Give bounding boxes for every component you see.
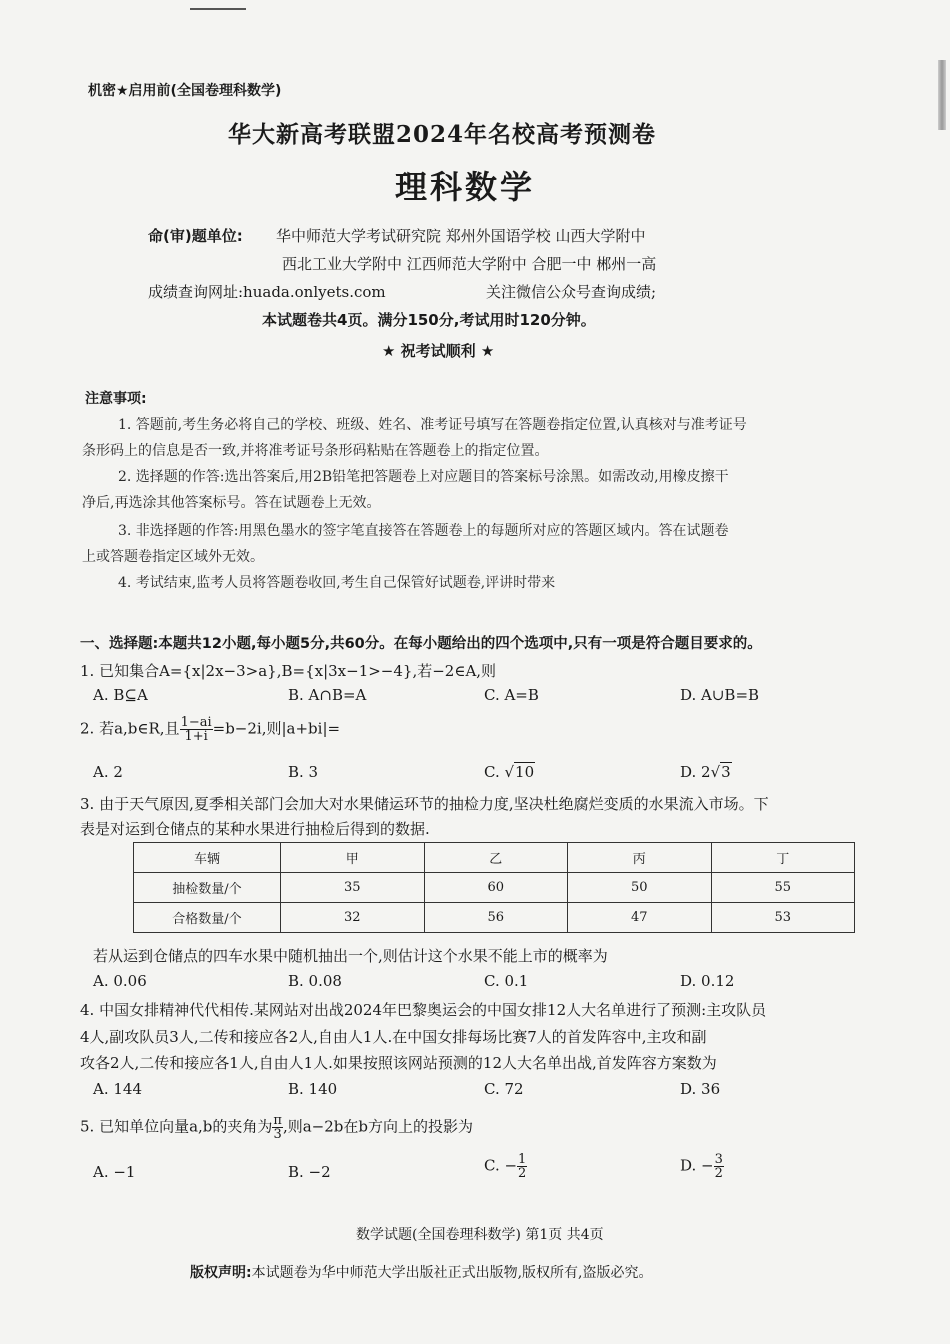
q2-option-c: C. √10 <box>484 763 535 781</box>
q2-fraction-numerator: 1−ai <box>180 715 212 730</box>
secret-line: 机密★启用前(全国卷理科数学) <box>88 83 282 99</box>
table-cell: 55 <box>711 873 855 903</box>
q1-option-b: B. A∩B=A <box>288 686 367 704</box>
q5-stem-suffix: ,则a−2b在b方向上的投影为 <box>282 1117 473 1136</box>
scan-mark <box>190 8 246 10</box>
q4-option-b: B. 140 <box>288 1080 338 1098</box>
q3-stem-line-2: 表是对运到仓储点的某种水果进行抽检后得到的数据. <box>80 820 430 838</box>
q5-option-b: B. −2 <box>288 1163 331 1181</box>
authors-line-2: 西北工业大学附中 江西师范大学附中 合肥一中 郴州一高 <box>282 255 657 273</box>
q3-question: 若从运到仓储点的四车水果中随机抽出一个,则估计这个水果不能上市的概率为 <box>93 947 608 965</box>
table-cell: 合格数量/个 <box>134 903 281 933</box>
q2-option-c-label: C. <box>484 763 500 781</box>
q2-option-c-radicand: 10 <box>515 763 535 781</box>
q2-option-d-label: D. 2 <box>680 763 711 781</box>
table-cell: 60 <box>424 873 568 903</box>
table-cell: 35 <box>281 873 425 903</box>
copyright-text: 本试题卷为华中师范大学出版社正式出版物,版权所有,盗版必究。 <box>251 1265 653 1281</box>
q5-stem-prefix: 5. 已知单位向量a,b的夹角为 <box>80 1117 273 1136</box>
q5-option-d <box>680 1153 724 1180</box>
q2-option-d: D. 2√3 <box>680 763 731 781</box>
table-cell: 32 <box>281 903 425 933</box>
notice-item-1-line-1: 1. 答题前,考生务必将自己的学校、班级、姓名、准考证号填写在答题卷指定位置,认真核对与准考证号 <box>118 417 747 433</box>
table-header-cell: 车辆 <box>134 843 281 873</box>
q2-stem <box>80 716 340 743</box>
q5-angle-numerator: π <box>273 1113 282 1128</box>
q2-stem-suffix: =b−2i,则|a+bi|= <box>212 719 341 738</box>
q5-option-c-fraction <box>517 1153 527 1180</box>
q5-option-d-label: D. − <box>680 1156 714 1175</box>
q3-stem-line-1: 3. 由于天气原因,夏季相关部门会加大对水果储运环节的抽检力度,坚决杜绝腐烂变质的水果流入市场。下 <box>80 795 769 813</box>
pages-info: 本试题卷共4页。满分150分,考试用时120分钟。 <box>262 311 596 329</box>
q5-option-d-denominator: 2 <box>714 1166 723 1181</box>
subject-title: 理科数学 <box>395 168 536 206</box>
q3-option-d: D. 0.12 <box>680 972 735 990</box>
q5-stem <box>80 1114 473 1141</box>
q4-option-c: C. 72 <box>484 1080 524 1098</box>
q4-line-2: 4人,副攻队员3人,二传和接应各2人,自由人1人.在中国女排每场比赛7人的首发阵容中,主攻和副 <box>80 1028 707 1046</box>
notice-item-2-line-2: 净后,再选涂其他答案标号。答在试题卷上无效。 <box>82 495 381 511</box>
q5-option-c <box>484 1153 527 1180</box>
table-header-cell: 乙 <box>424 843 568 873</box>
q1-option-d: D. A∪B=B <box>680 686 760 704</box>
table-cell: 47 <box>568 903 712 933</box>
notice-item-2-line-1: 2. 选择题的作答:选出答案后,用2B铅笔把答题卷上对应题目的答案标号涂黑。如需改动,用橡皮擦干 <box>118 469 729 485</box>
q2-stem-prefix: 2. 若a,b∈R,且 <box>80 719 180 738</box>
wish-line: ★ 祝考试顺利 ★ <box>382 342 495 360</box>
scan-edge <box>938 60 946 130</box>
q4-option-a: A. 144 <box>93 1080 142 1098</box>
table-cell: 56 <box>424 903 568 933</box>
wechat-note: 关注微信公众号查询成绩; <box>486 283 657 301</box>
q5-option-c-numerator: 1 <box>518 1152 527 1167</box>
table-cell: 50 <box>568 873 712 903</box>
table-header-cell: 丙 <box>568 843 712 873</box>
table-cell: 53 <box>711 903 855 933</box>
copyright-line <box>190 1262 653 1282</box>
page-footer: 数学试题(全国卷理科数学) 第1页 共4页 <box>356 1227 604 1243</box>
authors-line-1: 华中师范大学考试研究院 郑州外国语学校 山西大学附中 <box>276 227 646 245</box>
q5-option-a: A. −1 <box>93 1163 136 1181</box>
q3-data-table <box>133 842 855 933</box>
q5-angle-denominator: 3 <box>273 1127 282 1142</box>
authors-label: 命(审)题单位: <box>148 227 243 245</box>
q2-option-d-radicand: 3 <box>721 763 731 781</box>
table-row <box>134 903 855 933</box>
q5-option-d-numerator: 3 <box>714 1152 723 1167</box>
query-site: 成绩查询网址:huada.onlyets.com <box>148 283 386 301</box>
notice-title: 注意事项: <box>85 391 147 407</box>
notice-item-4: 4. 考试结束,监考人员将答题卷收回,考生自己保管好试题卷,评讲时带来 <box>118 575 556 591</box>
table-header-row <box>134 843 855 873</box>
notice-item-3-line-1: 3. 非选择题的作答:用黑色墨水的签字笔直接答在答题卷上的每题所对应的答题区域内。答在试题卷 <box>118 523 729 539</box>
section-title: 一、选择题:本题共12小题,每小题5分,共60分。在每小题给出的四个选项中,只有一项是符合题目要求的。 <box>80 636 762 652</box>
q2-option-a: A. 2 <box>93 763 123 781</box>
copyright-label: 版权声明: <box>190 1265 252 1281</box>
notice-item-1-line-2: 条形码上的信息是否一致,并将准考证号条形码粘贴在答题卷上的指定位置。 <box>82 443 549 459</box>
q3-option-b: B. 0.08 <box>288 972 342 990</box>
q2-option-b: B. 3 <box>288 763 319 781</box>
q5-option-c-denominator: 2 <box>518 1166 527 1181</box>
q3-option-c: C. 0.1 <box>484 972 529 990</box>
q2-fraction <box>180 716 213 743</box>
q1-option-a: A. B⊆A <box>93 686 148 704</box>
q2-fraction-denominator: 1+i <box>184 729 208 744</box>
q3-option-a: A. 0.06 <box>93 972 147 990</box>
table-header-cell: 丁 <box>711 843 855 873</box>
q4-line-1: 4. 中国女排精神代代相传.某网站对出战2024年巴黎奥运会的中国女排12人大名单进行了预测:主攻队员 <box>80 1001 767 1019</box>
q5-option-c-label: C. − <box>484 1156 518 1175</box>
q5-angle-fraction <box>272 1114 283 1141</box>
q5-option-d-fraction <box>714 1153 724 1180</box>
exam-title: 华大新高考联盟2024年名校高考预测卷 <box>228 121 657 148</box>
table-header-cell: 甲 <box>281 843 425 873</box>
notice-item-3-line-2: 上或答题卷指定区域外无效。 <box>82 549 264 565</box>
q4-option-d: D. 36 <box>680 1080 721 1098</box>
q1-option-c: C. A=B <box>484 686 539 704</box>
q4-line-3: 攻各2人,二传和接应各1人,自由人1人.如果按照该网站预测的12人大名单出战,首发阵容方案数为 <box>80 1054 717 1072</box>
table-row <box>134 873 855 903</box>
table-cell: 抽检数量/个 <box>134 873 281 903</box>
q1-stem: 1. 已知集合A={x|2x−3>a},B={x|3x−1>−4},若−2∈A,则 <box>80 662 497 680</box>
